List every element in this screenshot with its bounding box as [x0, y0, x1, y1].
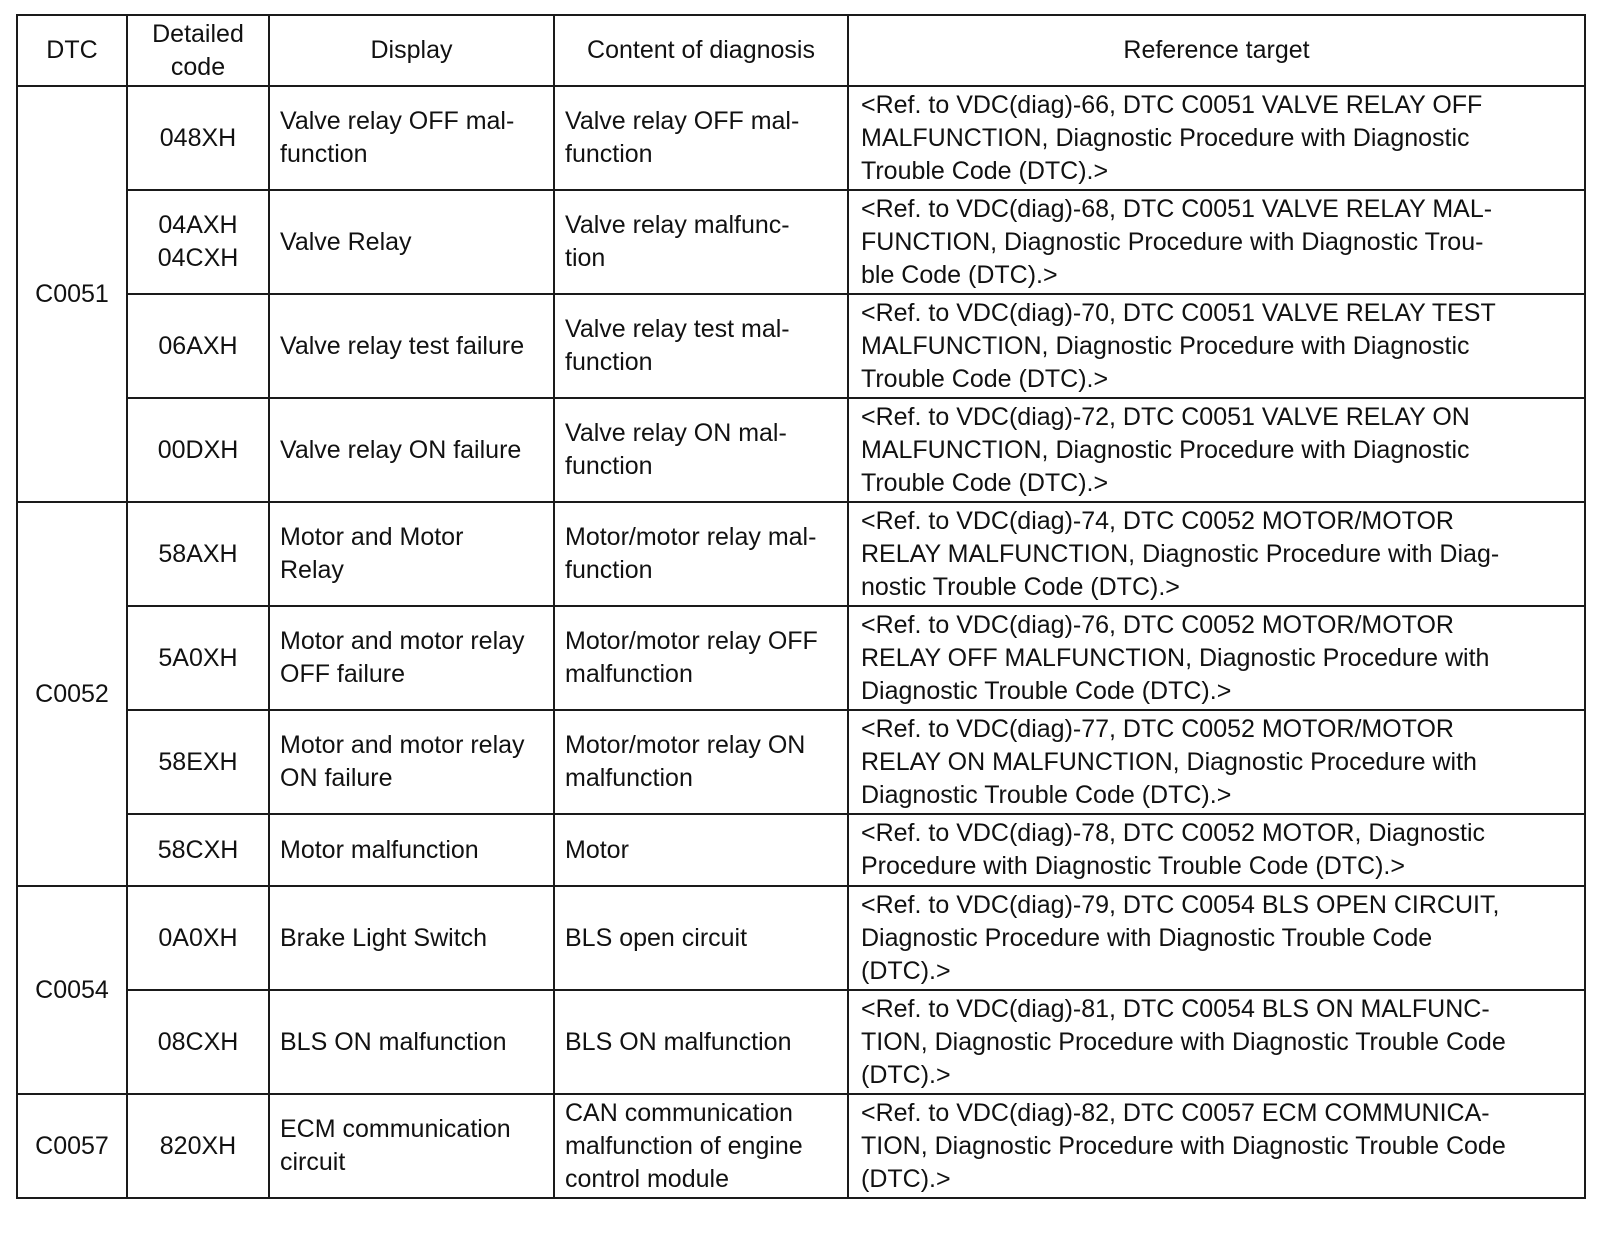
content-cell: Motor/motor relay OFF malfunction: [554, 606, 848, 710]
display-cell: ECM communication circuit: [269, 1094, 554, 1198]
detailed-code-cell: 5A0XH: [127, 606, 269, 710]
header-dtc: DTC: [17, 15, 127, 86]
table-row: [17, 1094, 1585, 1198]
header-row: [17, 15, 1585, 86]
reference-cell: <Ref. to VDC(diag)-81, DTC C0054 BLS ON MALFUNC- TION, Diagnostic Procedure with Diagnostic Trouble Code (DTC).>: [848, 990, 1585, 1094]
table-row: [17, 990, 1585, 1094]
display-cell: Motor malfunction: [269, 814, 554, 886]
detailed-code-cell: 06AXH: [127, 294, 269, 398]
reference-cell: <Ref. to VDC(diag)-79, DTC C0054 BLS OPEN CIRCUIT, Diagnostic Procedure with Diagnostic Trouble Code (DTC).>: [848, 886, 1585, 990]
reference-cell: <Ref. to VDC(diag)-70, DTC C0051 VALVE RELAY TEST MALFUNCTION, Diagnostic Procedure with Diagnostic Trouble Code (DTC).>: [848, 294, 1585, 398]
display-cell: Motor and motor relay ON failure: [269, 710, 554, 814]
content-cell: CAN communication malfunction of engine control module: [554, 1094, 848, 1198]
content-cell: Valve relay ON mal- function: [554, 398, 848, 502]
content-cell: Valve relay OFF mal- function: [554, 86, 848, 190]
display-cell: Valve relay ON failure: [269, 398, 554, 502]
table-row: [17, 606, 1585, 710]
content-cell: Valve relay test mal- function: [554, 294, 848, 398]
dtc-cell: C0051: [17, 86, 127, 502]
detailed-code-cell: 820XH: [127, 1094, 269, 1198]
display-cell: Motor and Motor Relay: [269, 502, 554, 606]
reference-cell: <Ref. to VDC(diag)-78, DTC C0052 MOTOR, Diagnostic Procedure with Diagnostic Trouble Code (DTC).>: [848, 814, 1585, 886]
content-cell: Valve relay malfunc- tion: [554, 190, 848, 294]
table-row: [17, 502, 1585, 606]
content-cell: Motor/motor relay ON malfunction: [554, 710, 848, 814]
display-cell: Valve relay OFF mal- function: [269, 86, 554, 190]
detailed-code-cell: 04AXH 04CXH: [127, 190, 269, 294]
table-row: [17, 814, 1585, 886]
reference-cell: <Ref. to VDC(diag)-68, DTC C0051 VALVE RELAY MAL- FUNCTION, Diagnostic Procedure with Diagnostic Trou- ble Code (DTC).>: [848, 190, 1585, 294]
dtc-cell: C0057: [17, 1094, 127, 1198]
header-content: Content of diagnosis: [554, 15, 848, 86]
detailed-code-cell: 0A0XH: [127, 886, 269, 990]
table-row: [17, 86, 1585, 190]
content-cell: Motor: [554, 814, 848, 886]
dtc-cell: C0054: [17, 886, 127, 1094]
display-cell: BLS ON malfunction: [269, 990, 554, 1094]
table-row: [17, 294, 1585, 398]
reference-cell: <Ref. to VDC(diag)-66, DTC C0051 VALVE RELAY OFF MALFUNCTION, Diagnostic Procedure with Diagnostic Trouble Code (DTC).>: [848, 86, 1585, 190]
content-cell: Motor/motor relay mal- function: [554, 502, 848, 606]
header-detailed-code: Detailed code: [127, 15, 269, 86]
reference-cell: <Ref. to VDC(diag)-77, DTC C0052 MOTOR/MOTOR RELAY ON MALFUNCTION, Diagnostic Procedure with Diagnostic Trouble Code (DTC).>: [848, 710, 1585, 814]
reference-cell: <Ref. to VDC(diag)-72, DTC C0051 VALVE RELAY ON MALFUNCTION, Diagnostic Procedure with Diagnostic Trouble Code (DTC).>: [848, 398, 1585, 502]
detailed-code-cell: 58EXH: [127, 710, 269, 814]
table-row: [17, 190, 1585, 294]
dtc-table: [16, 14, 1586, 1199]
dtc-cell: C0052: [17, 502, 127, 886]
header-display: Display: [269, 15, 554, 86]
detailed-code-cell: 58AXH: [127, 502, 269, 606]
reference-cell: <Ref. to VDC(diag)-74, DTC C0052 MOTOR/MOTOR RELAY MALFUNCTION, Diagnostic Procedure with Diag- nostic Trouble Code (DTC).>: [848, 502, 1585, 606]
display-cell: Motor and motor relay OFF failure: [269, 606, 554, 710]
detailed-code-cell: 58CXH: [127, 814, 269, 886]
table-row: [17, 886, 1585, 990]
content-cell: BLS open circuit: [554, 886, 848, 990]
detailed-code-cell: 08CXH: [127, 990, 269, 1094]
display-cell: Valve relay test failure: [269, 294, 554, 398]
reference-cell: <Ref. to VDC(diag)-76, DTC C0052 MOTOR/MOTOR RELAY OFF MALFUNCTION, Diagnostic Procedure with Diagnostic Trouble Code (DTC).>: [848, 606, 1585, 710]
display-cell: Brake Light Switch: [269, 886, 554, 990]
display-cell: Valve Relay: [269, 190, 554, 294]
table-row: [17, 710, 1585, 814]
detailed-code-cell: 048XH: [127, 86, 269, 190]
reference-cell: <Ref. to VDC(diag)-82, DTC C0057 ECM COMMUNICA- TION, Diagnostic Procedure with Diagnostic Trouble Code (DTC).>: [848, 1094, 1585, 1198]
content-cell: BLS ON malfunction: [554, 990, 848, 1094]
table-row: [17, 398, 1585, 502]
header-reference: Reference target: [848, 15, 1585, 86]
detailed-code-cell: 00DXH: [127, 398, 269, 502]
